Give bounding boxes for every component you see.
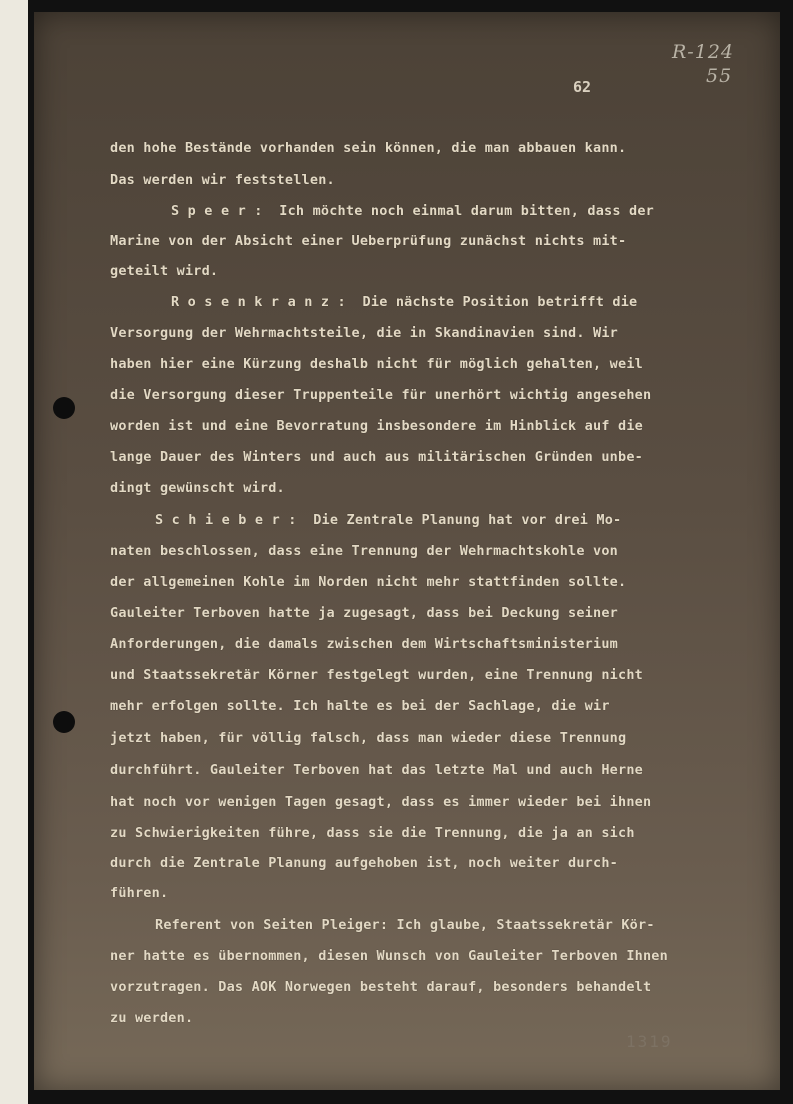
body-line: der allgemeinen Kohle im Norden nicht mehr stattfinden sollte. bbox=[110, 574, 627, 590]
body-line: naten beschlossen, dass eine Trennung der Wehrmachtskohle von bbox=[110, 543, 618, 559]
archive-note-line1: R-124 bbox=[672, 41, 734, 63]
body-line: den hohe Bestände vorhanden sein können, die man abbauen kann. bbox=[110, 140, 627, 156]
body-line: worden ist und eine Bevorratung insbesondere im Hinblick auf die bbox=[110, 418, 643, 434]
body-line: hat noch vor wenigen Tagen gesagt, dass es immer wieder bei ihnen bbox=[110, 794, 652, 810]
body-line: Das werden wir feststellen. bbox=[110, 172, 335, 188]
punch-hole-lower bbox=[53, 711, 75, 733]
body-line: und Staatssekretär Körner festgelegt wurden, eine Trennung nicht bbox=[110, 667, 643, 683]
body-line: S c h i e b e r : Die Zentrale Planung hat vor drei Mo- bbox=[155, 512, 622, 528]
body-line: mehr erfolgen sollte. Ich halte es bei der Sachlage, die wir bbox=[110, 698, 610, 714]
body-line: jetzt haben, für völlig falsch, dass man wieder diese Trennung bbox=[110, 730, 627, 746]
archive-stamp-number: 1319 bbox=[626, 1032, 673, 1051]
body-line: vorzutragen. Das AOK Norwegen besteht darauf, besonders behandelt bbox=[110, 979, 652, 995]
body-line: führen. bbox=[110, 885, 169, 901]
body-line: Marine von der Absicht einer Ueberprüfung zunächst nichts mit- bbox=[110, 233, 627, 249]
body-line: durch die Zentrale Planung aufgehoben ist, noch weiter durch- bbox=[110, 855, 618, 871]
body-line: geteilt wird. bbox=[110, 263, 219, 279]
body-line: Anforderungen, die damals zwischen dem Wirtschaftsministerium bbox=[110, 636, 618, 652]
body-line: Referent von Seiten Pleiger: Ich glaube, Staatssekretär Kör- bbox=[155, 917, 655, 933]
body-line: ner hatte es übernommen, diesen Wunsch von Gauleiter Terboven Ihnen bbox=[110, 948, 668, 964]
body-line: S p e e r : Ich möchte noch einmal darum bitten, dass der bbox=[171, 203, 655, 219]
body-line: die Versorgung dieser Truppenteile für unerhört wichtig angesehen bbox=[110, 387, 652, 403]
body-line: durchführt. Gauleiter Terboven hat das letzte Mal und auch Herne bbox=[110, 762, 643, 778]
punch-hole-upper bbox=[53, 397, 75, 419]
body-line: R o s e n k r a n z : Die nächste Position betrifft die bbox=[171, 294, 638, 310]
body-line: zu werden. bbox=[110, 1010, 194, 1026]
body-line: haben hier eine Kürzung deshalb nicht für möglich gehalten, weil bbox=[110, 356, 643, 372]
body-line: dingt gewünscht wird. bbox=[110, 480, 285, 496]
body-line: lange Dauer des Winters und auch aus militärischen Gründen unbe- bbox=[110, 449, 643, 465]
body-line: Versorgung der Wehrmachtsteile, die in Skandinavien sind. Wir bbox=[110, 325, 618, 341]
archive-note-line2: 55 bbox=[706, 65, 733, 87]
body-line: Gauleiter Terboven hatte ja zugesagt, dass bei Deckung seiner bbox=[110, 605, 618, 621]
archive-note bbox=[672, 40, 734, 88]
body-line: zu Schwierigkeiten führe, dass sie die Trennung, die ja an sich bbox=[110, 825, 635, 841]
page-number: 62 bbox=[573, 78, 592, 96]
